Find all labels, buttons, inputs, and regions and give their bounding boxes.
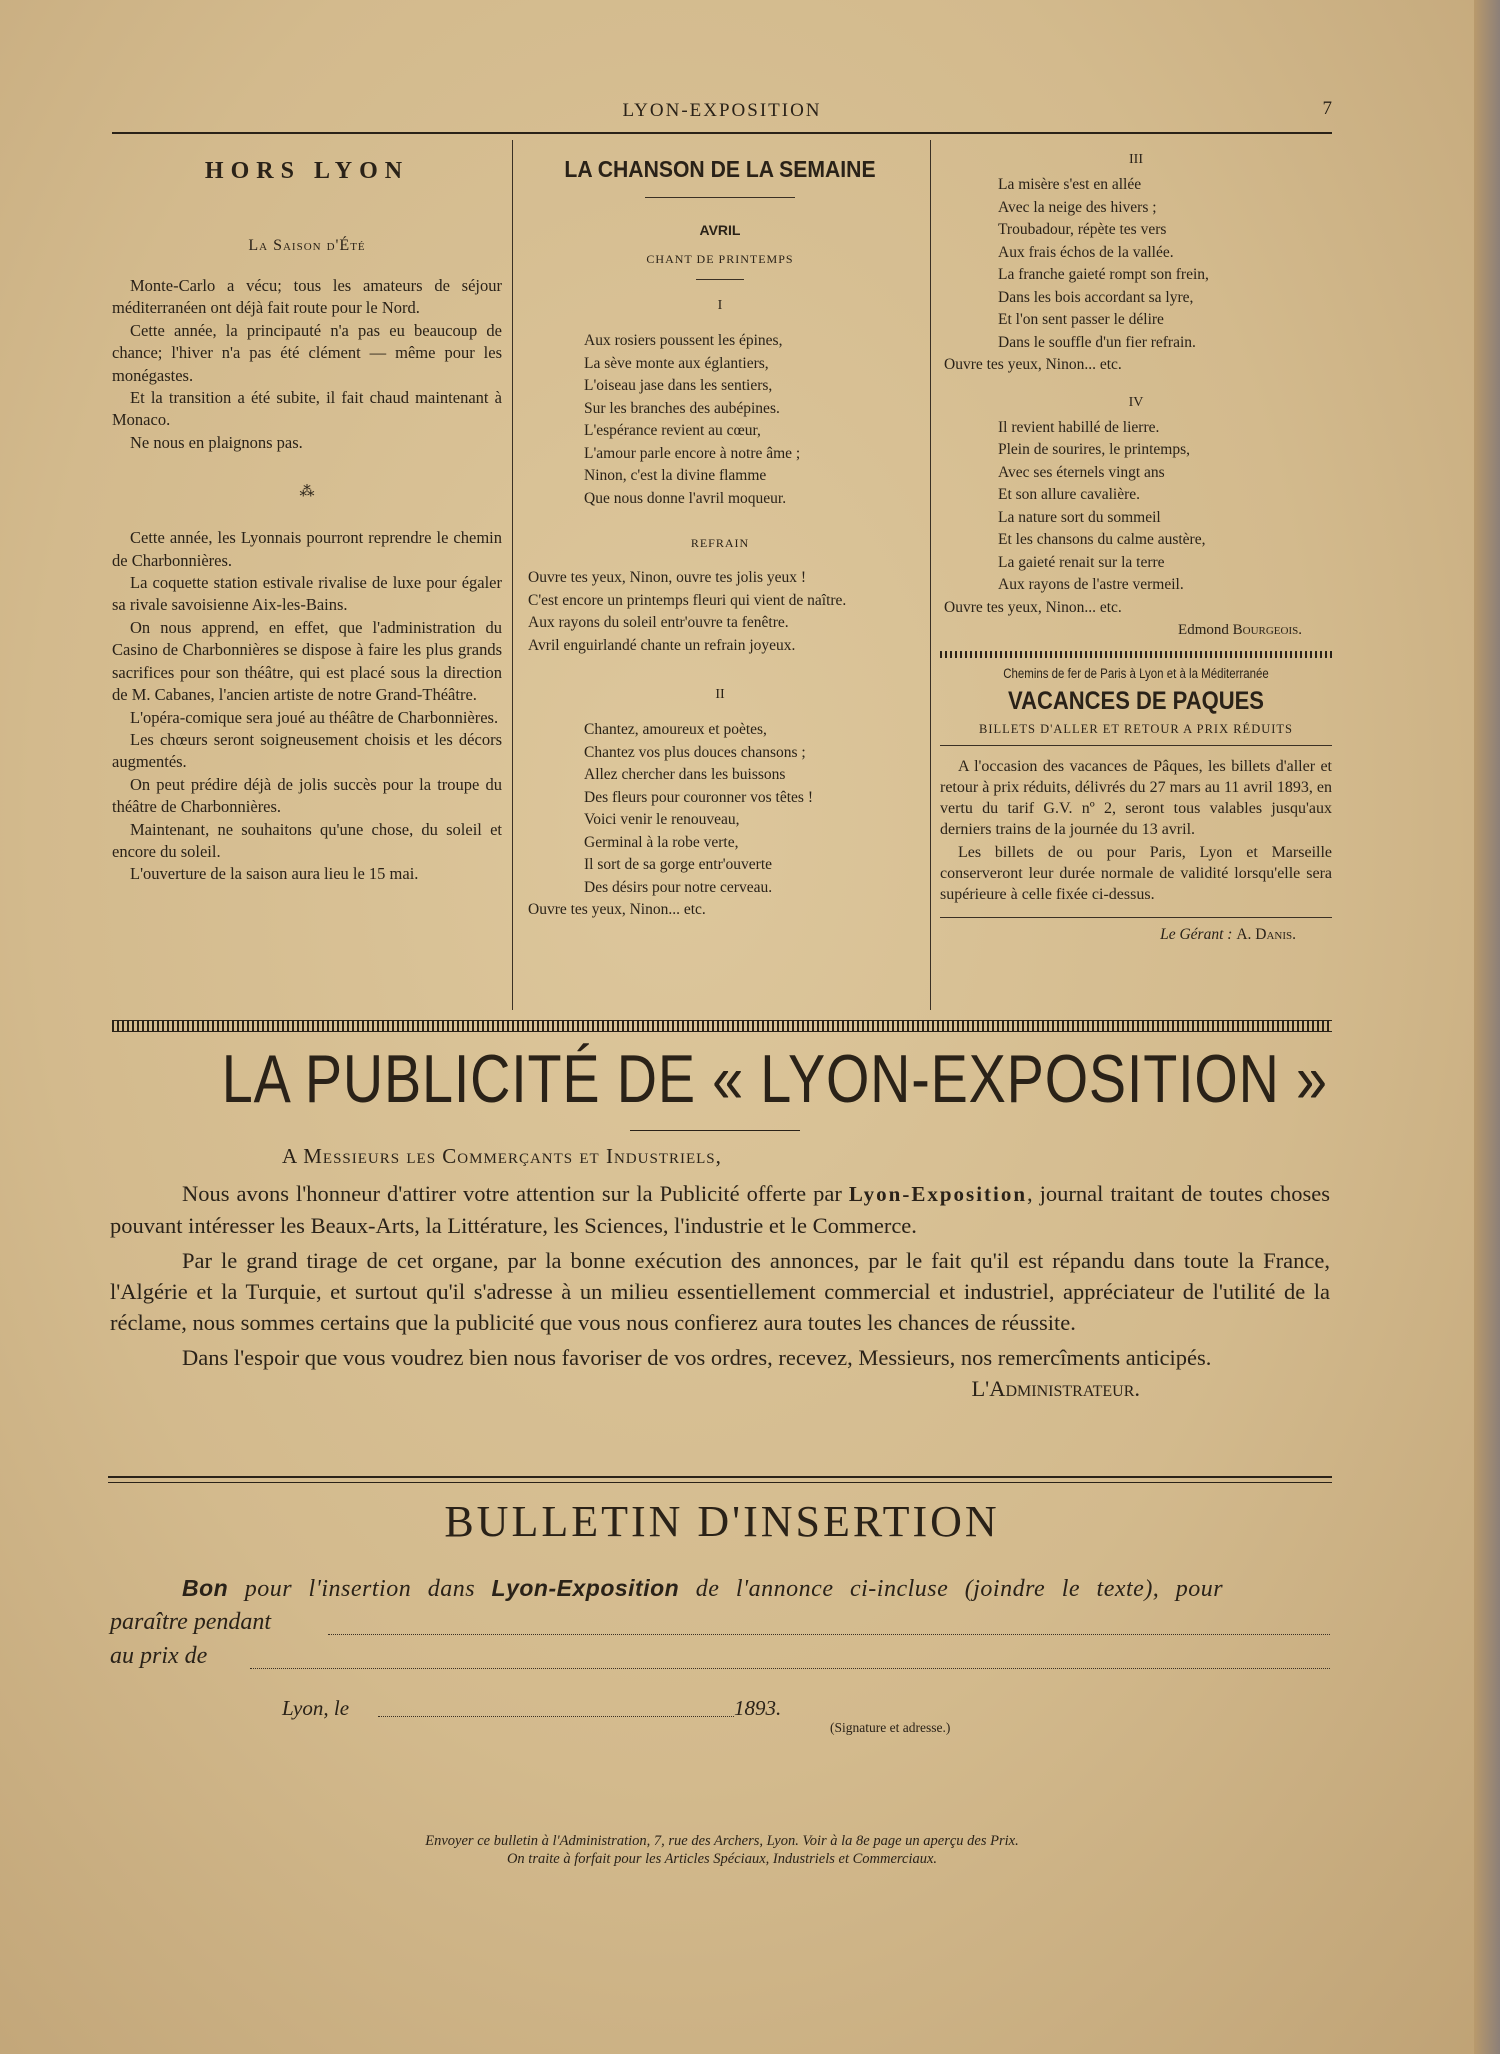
paragraph: On peut prédire déjà de jolis succès pour la troupe du théâtre de Charbonnières. — [112, 774, 502, 817]
footer-line: Envoyer ce bulletin à l'Administration, 7, rue des Archers, Lyon. Voir à la 8e page un aperçu des Prix. — [425, 1833, 1019, 1849]
verse-line: Voici venir le renouveau, — [584, 811, 740, 828]
paragraph: Cette année, les Lyonnais pourront reprendre le chemin de Charbonnières. — [112, 528, 502, 570]
verse-line: Plein de sourires, le printemps, — [998, 441, 1190, 458]
paragraph: Par le grand tirage de cet organe, par la bonne exécution des annonces, par le fait qu'il est répandu dans toute la France, l'Algérie et la Turquie, et surtout qu'il s'adresse à un milieu essentiellement commercial et industriel, appréciateur de l'utilité de la réclame, nous sommes certains que la publicité que vous nous confierez aura toutes les chances de réussite. — [110, 1248, 1330, 1335]
year: 1893. — [734, 1696, 782, 1720]
verse-line: La sève monte aux églantiers, — [584, 354, 769, 372]
paragraph: La coquette station estivale rivalise de luxe pour égaler sa rivale savoisienne Aix-les-Bains. — [112, 573, 502, 615]
form-row-price — [110, 1643, 1330, 1677]
price-field[interactable] — [250, 1668, 1330, 1669]
form-text: pour l'insertion dans — [244, 1576, 476, 1602]
stanza-number: I — [717, 298, 723, 313]
form-bon: Bon — [182, 1575, 229, 1601]
section-heading: HORS LYON — [204, 158, 410, 184]
dotted-separator — [940, 651, 1332, 658]
verse-line: Aux rosiers poussent les épines, — [584, 332, 783, 349]
verse-line: Que nous donne l'avril moqueur. — [584, 489, 787, 507]
divider — [630, 1130, 800, 1131]
gerant-signature — [940, 917, 1332, 944]
verse-line: Des fleurs pour couronner vos têtes ! — [584, 788, 813, 806]
page-header — [112, 96, 1332, 134]
paragraph: Maintenant, ne souhaitons qu'une chose, du soleil et encore du soleil. — [112, 819, 502, 861]
torn-page-edge — [1474, 0, 1500, 2054]
insertion-form — [110, 1575, 1330, 1677]
form-row-duration — [110, 1609, 1330, 1643]
advertising-title: LA PUBLICITÉ DE « LYON-EXPOSITION » — [221, 1041, 1328, 1117]
duration-field[interactable] — [328, 1634, 1330, 1635]
divider — [645, 197, 795, 198]
poem-subtitle: CHANT DE PRINTEMPS — [646, 252, 794, 266]
stanza-number: III — [1129, 152, 1143, 167]
poem-title: AVRIL — [699, 222, 741, 238]
form-line — [110, 1575, 1330, 1603]
double-rule — [108, 1476, 1332, 1483]
poem-author — [940, 619, 1332, 641]
paragraph: Les billets de ou pour Paris, Lyon et Marseille conserveront leur durée normale de validité lorsqu'elle sera supérieure à celle fixée ci-dessus. — [940, 844, 1332, 903]
verse-line: Des désirs pour notre cerveau. — [584, 878, 773, 896]
salutation: A Messieurs les Commerçants et Industriels, — [282, 1144, 722, 1168]
signature-hint: (Signature et adresse.) — [830, 1720, 951, 1735]
field-label: au prix de — [110, 1643, 208, 1669]
verse-line: La nature sort du sommeil — [998, 508, 1161, 526]
paragraph: L'opéra-comique sera joué au théâtre de Charbonnières. — [130, 707, 499, 727]
verse-line: L'oiseau jase dans les sentiers, — [584, 377, 773, 394]
page-number: 7 — [1322, 98, 1332, 119]
newspaper-title: LYON-EXPOSITION — [622, 100, 822, 121]
verse-line: C'est encore un printemps fleuri qui vient de naître. — [528, 591, 847, 609]
article-subheading: La Saison d'Été — [248, 237, 366, 254]
advertising-body — [110, 1178, 1330, 1404]
form-title: BULLETIN D'INSERTION — [444, 1497, 1000, 1546]
refrain-reprise: Ouvre tes yeux, Ninon... etc. — [944, 598, 1122, 616]
verse-line: Et les chansons du calme austère, — [998, 531, 1206, 548]
column-divider — [930, 140, 931, 1010]
verse-line: La gaieté renait sur la terre — [998, 553, 1165, 571]
verse-line: Aux rayons du soleil entr'ouvre ta fenêtre. — [528, 614, 789, 631]
verse-line: Dans les bois accordant sa lyre, — [998, 288, 1194, 306]
verse-line: La franche gaieté rompt son frein, — [998, 266, 1209, 283]
verse-line: La misère s'est en allée — [998, 176, 1142, 193]
paragraph: Les chœurs seront soigneusement choisis et les décors augmentés. — [112, 729, 502, 772]
railway-company: Chemins de fer de Paris à Lyon et à la Méditerranée — [1003, 666, 1269, 681]
divider — [696, 279, 744, 280]
column-chanson — [520, 140, 920, 1010]
gerant-label: Le Gérant : — [1160, 926, 1233, 943]
verse-line: Il sort de sa gorge entr'ouverte — [584, 856, 773, 873]
verse-line: Aux frais échos de la vallée. — [998, 243, 1174, 261]
text-run: Dans l'espoir que vous voudrez bien nous favoriser de vos ordres, recevez, Messieurs, nos remercîments anticipés. — [182, 1345, 1212, 1370]
section-heading: LA CHANSON DE LA SEMAINE — [564, 156, 876, 182]
paragraph: L'ouverture de la saison aura lieu le 15 mai. — [130, 864, 419, 884]
stanza — [520, 330, 920, 510]
paragraph — [110, 1342, 1330, 1401]
form-footer — [112, 1832, 1332, 1868]
brand-name: Lyon-Exposition — [491, 1575, 680, 1601]
stanza — [520, 719, 920, 922]
stanza — [940, 174, 1332, 377]
refrain-label: REFRAIN — [690, 536, 750, 550]
verse-line: Chantez, amoureux et poètes, — [584, 721, 767, 738]
verse-line: Il revient habillé de lierre. — [998, 418, 1160, 436]
verse-line: Germinal à la robe verte, — [584, 833, 739, 851]
verse-line: Et son allure cavalière. — [998, 486, 1141, 503]
paragraph — [110, 1178, 1330, 1241]
date-label: Lyon, le — [282, 1696, 350, 1720]
verse-line: Ninon, c'est la divine flamme — [584, 467, 767, 484]
stanza — [940, 417, 1332, 620]
text-run: Nous avons l'honneur d'attirer votre attention sur la Publicité offerte par — [182, 1181, 849, 1206]
column-hors-lyon — [112, 140, 502, 1010]
author-first-name: Edmond — [1178, 622, 1229, 638]
verse-line: L'amour parle encore à notre âme ; — [584, 444, 801, 462]
form-text: de l'annonce ci-incluse (joindre le texte), pour — [695, 1576, 1224, 1602]
verse-line: Et l'on sent passer le délire — [998, 311, 1164, 328]
verse-line: Chantez vos plus douces chansons ; — [584, 743, 806, 761]
footer-line: On traite à forfait pour les Articles Spéciaux, Industriels et Commerciaux. — [506, 1851, 938, 1867]
verse-line: Avril enguirlandé chante un refrain joyeux. — [528, 636, 796, 654]
verse-line: L'espérance revient au cœur, — [584, 422, 761, 439]
field-label: paraître pendant — [110, 1609, 272, 1635]
verse-line: Sur les branches des aubépines. — [584, 399, 780, 417]
verse-line: Allez chercher dans les buissons — [584, 766, 786, 783]
column-poem-continued — [940, 140, 1332, 1010]
administrator-signature: L'Administrateur. — [971, 1376, 1140, 1401]
verse-line: Aux rayons de l'astre vermeil. — [998, 576, 1184, 593]
verse-line: Avec la neige des hivers ; — [998, 198, 1157, 216]
date-field[interactable] — [378, 1716, 734, 1717]
paragraph: Et la transition a été subite, il fait chaud maintenant à Monaco. — [112, 388, 502, 430]
paragraph: Cette année, la principauté n'a pas eu beaucoup de chance; l'hiver n'a pas été clément — même pour les monégastes. — [112, 320, 502, 385]
paragraph: Monte-Carlo a vécu; tous les amateurs de séjour méditerranéen ont déjà fait route pour le Nord. — [112, 276, 502, 318]
paragraph: On nous apprend, en effet, que l'administration du Casino de Charbonnières se dispose à faire les plus grands sacrifices pour son théâtre, qui est placé sous la direction de M. Cabanes, l'ancien artiste de notre Grand-Théâtre. — [112, 617, 502, 705]
text-run: , journal traitant de toutes choses pouvant intéresser les Beaux-Arts, la Littérature, les Sciences, l'industrie et le Commerce. — [110, 1181, 1330, 1238]
column-divider — [512, 140, 513, 1010]
paragraph: Ne nous en plaignons pas. — [130, 432, 303, 452]
refrain — [520, 567, 920, 657]
verse-line: Dans le souffle d'un fier refrain. — [998, 333, 1196, 351]
verse-line: Ouvre tes yeux, Ninon, ouvre tes jolis yeux ! — [528, 569, 807, 586]
refrain-reprise: Ouvre tes yeux, Ninon... etc. — [944, 356, 1122, 373]
refrain-reprise: Ouvre tes yeux, Ninon... etc. — [528, 901, 706, 918]
author-last-name: Bourgeois. — [1232, 622, 1302, 638]
dotted-separator — [112, 1020, 1332, 1032]
verse-line: Avec ses éternels vingt ans — [998, 463, 1165, 481]
stanza-number: II — [715, 687, 725, 702]
paragraph: A l'occasion des vacances de Pâques, les billets d'aller et retour à prix réduits, délivrés du 27 mars au 11 avril 1893, en vertu du tarif G.V. nº 2, seront tous valables jusqu'aux derniers trains de la journée du 13 avril. — [940, 758, 1332, 838]
notice-title: VACANCES DE PAQUES — [1008, 687, 1264, 715]
brand-name: Lyon-Exposition — [848, 1182, 1028, 1206]
verse-line: Troubadour, répète tes vers — [998, 221, 1167, 238]
gerant-name: A. Danis. — [1236, 926, 1296, 943]
asterism: ⁂ — [299, 484, 315, 501]
notice-subtitle: BILLETS D'ALLER ET RETOUR A PRIX RÉDUITS — [940, 722, 1332, 746]
stanza-number: IV — [1128, 394, 1144, 410]
